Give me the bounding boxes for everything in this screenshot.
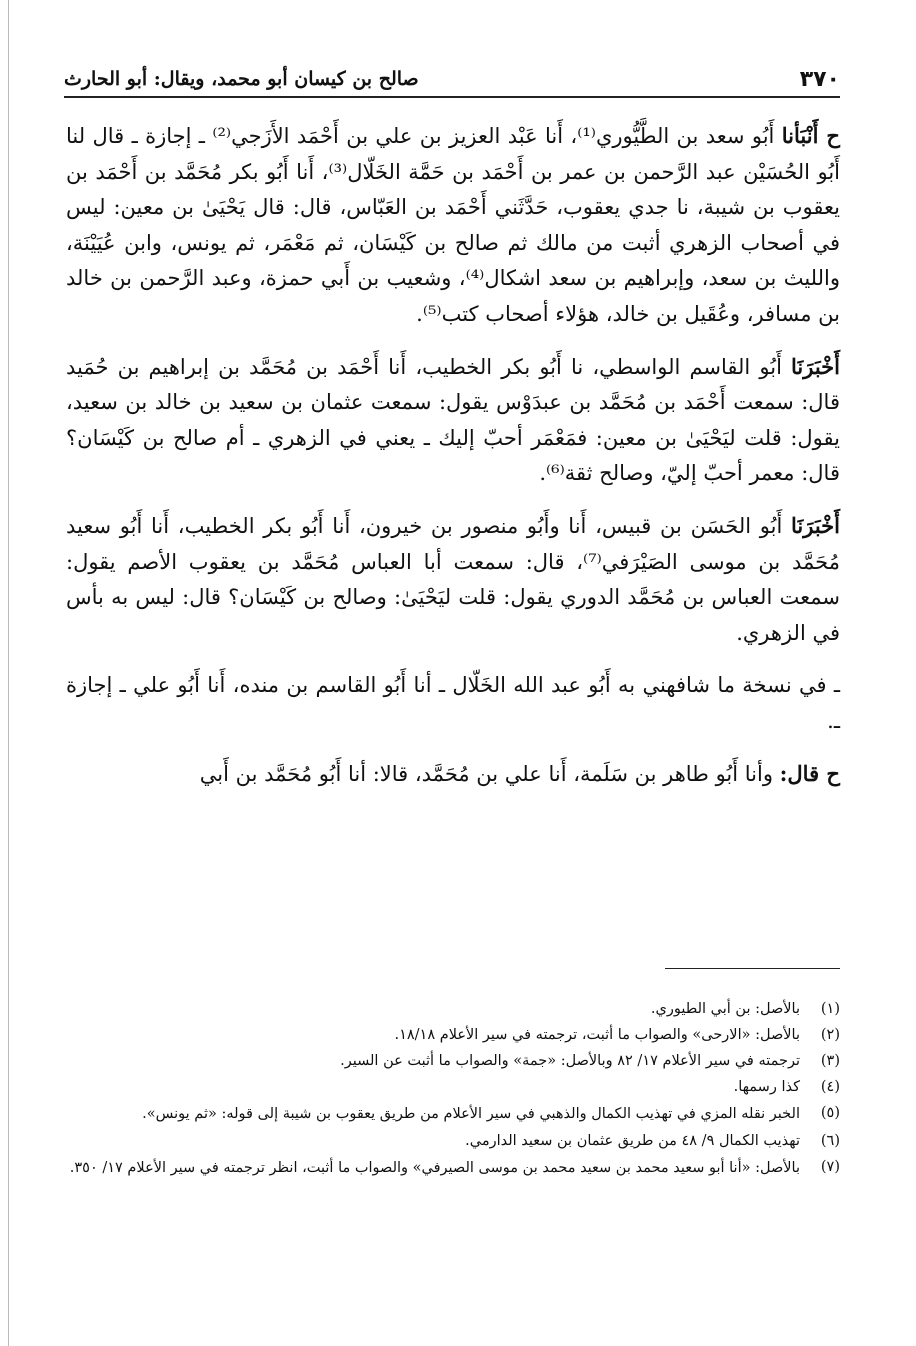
footnote-number: (٦) bbox=[820, 1133, 840, 1149]
footnote-4 bbox=[66, 1074, 840, 1100]
footnote-text: بالأصل: «أنا أبو سعيد محمد بن سعيد محمد بن موسى الصيرفي» والصواب ما أثبت، انظر ترجمته في سير الأعلام ١٧/ ٣٥٠. bbox=[69, 1160, 800, 1176]
paragraph-5-text: وأنا أَبُو طاهر بن سَلَمة، أَنا علي بن مُحَمَّد، قالا: أنا أَبُو مُحَمَّد بن أَبي bbox=[199, 761, 780, 786]
running-title: صالح بن كيسان أبو محمد، ويقال: أبو الحارث bbox=[64, 68, 419, 90]
footnote-number: (١) bbox=[820, 1001, 840, 1017]
footnote-5 bbox=[66, 1100, 840, 1128]
paragraph-3-text: أَبُو الحَسَن بن قبيس، أَنا وأَبُو منصور بن خيرون، أَنا أَبُو بكر الخطيب، أَنا أَبُو سعيد مُحَمَّد بن موسى الصَيْرَفي⁽⁷⁾، قال: سمعت أبا العباس مُحَمَّد بن يعقوب الأصم يقول: سمعت العباس بن مُحَمَّد الدوري يقول: قلت ليَحْيَىٰ: وصالح بن كَيْسَان؟ قال: ليس به بأس في الزهري. bbox=[66, 513, 840, 645]
paragraph-3-lead: أَخْبَرَنَا bbox=[791, 512, 840, 538]
footnote-text: تهذيب الكمال ٩/ ٤٨ من طريق عثمان بن سعيد الدارمي. bbox=[465, 1133, 800, 1149]
footnote-text: الخبر نقله المزي في تهذيب الكمال والذهبي في سير الأعلام من طريق يعقوب بن شيبة إلى قوله: «ثم يونس». bbox=[142, 1106, 800, 1122]
paragraph-4 bbox=[66, 667, 840, 739]
paragraph-5-lead: ح قال: bbox=[779, 760, 840, 786]
footnote-1 bbox=[66, 996, 840, 1022]
running-header bbox=[64, 62, 840, 98]
footnote-number: (٥) bbox=[820, 1105, 840, 1121]
paragraph-1-lead: ح أَنْبَأنا bbox=[781, 123, 840, 148]
page-number: ٣٧٠ bbox=[799, 66, 840, 92]
paragraph-2 bbox=[66, 349, 840, 492]
paragraph-2-text: أَبُو القاسم الواسطي، نا أَبُو بكر الخطيب، أَنا أَحْمَد بن مُحَمَّد بن إبراهيم بن حُمَيد قال: سمعت أَحْمَد بن مُحَمَّد بن عبدَوْس يقول: سمعت عثمان بن سعيد بن خالد بن سعيد، يقول: قلت ليَحْيَىٰ بن معين: فمَعْمَر أحبّ إليك ـ يعني في الزهري ـ أم صالح بن كَيْسَان؟ قال: معمر أحبّ إليّ، وصالح ثقة⁽⁶⁾. bbox=[66, 354, 840, 486]
footnote-number: (٢) bbox=[820, 1027, 840, 1043]
footnote-text: بالأصل: بن أبي الطيوري. bbox=[650, 1001, 800, 1017]
paragraph-1 bbox=[66, 118, 840, 333]
paragraph-3 bbox=[66, 508, 840, 651]
footnote-separator bbox=[665, 968, 840, 969]
footnote-3 bbox=[66, 1048, 840, 1074]
paragraph-4-text: ـ في نسخة ما شافهني به أَبُو عبد الله الخَلّال ـ أنا أَبُو القاسم بن منده، أَنا أَبُو علي ـ إجازة ـ. bbox=[66, 673, 840, 733]
main-text bbox=[66, 118, 840, 792]
footnote-text: بالأصل: «الارحى» والصواب ما أثبت، ترجمته في سير الأعلام ١٨/١٨. bbox=[394, 1027, 800, 1043]
footnote-text: ترجمته في سير الأعلام ١٧/ ٨٢ وبالأصل: «جمة» والصواب ما أثبت عن السير. bbox=[340, 1053, 800, 1069]
footnote-6 bbox=[66, 1128, 840, 1154]
footnote-2 bbox=[66, 1022, 840, 1048]
paragraph-2-lead: أَخْبَرَنَا bbox=[791, 353, 840, 379]
footnote-text: كذا رسمها. bbox=[733, 1079, 800, 1095]
footnote-number: (٧) bbox=[820, 1159, 840, 1175]
paragraph-1-text: أَبُو سعد بن الطَّيُّوري⁽¹⁾، أَنا عَبْد العزيز بن علي بن أَحْمَد الأَزَجي⁽²⁾ ـ إجازة ـ قال لنا أَبُو الحُسَيْن عبد الرَّحمن بن عمر بن أَحْمَد بن حَمَّة الخَلّال⁽³⁾، أَنا أَبُو بكر مُحَمَّد بن أَحْمَد بن يعقوب بن شيبة، نا جدي يعقوب، حَدَّثَني أَحْمَد بن العَبّاس، قال: قال يَحْيَىٰ بن معين: ليس في أصحاب الزهري أثبت من مالك ثم صالح بن كَيْسَان، ثم مَعْمَر، ثم يونس، وابن عُيَيْنَة، والليث بن سعد، وإبراهيم بن سعد اشكال⁽⁴⁾، وشعيب بن أَبي حمزة، وعبد الرَّحمن بن خالد بن مسافر، وعُقَيل بن خالد، هؤلاء أصحاب كتب⁽⁵⁾. bbox=[66, 124, 840, 326]
footnotes bbox=[66, 996, 840, 1182]
page-edge-line bbox=[8, 0, 9, 1346]
footnote-number: (٣) bbox=[820, 1053, 840, 1069]
footnote-7 bbox=[66, 1154, 840, 1182]
paragraph-5 bbox=[66, 756, 840, 793]
footnote-number: (٤) bbox=[820, 1079, 840, 1095]
